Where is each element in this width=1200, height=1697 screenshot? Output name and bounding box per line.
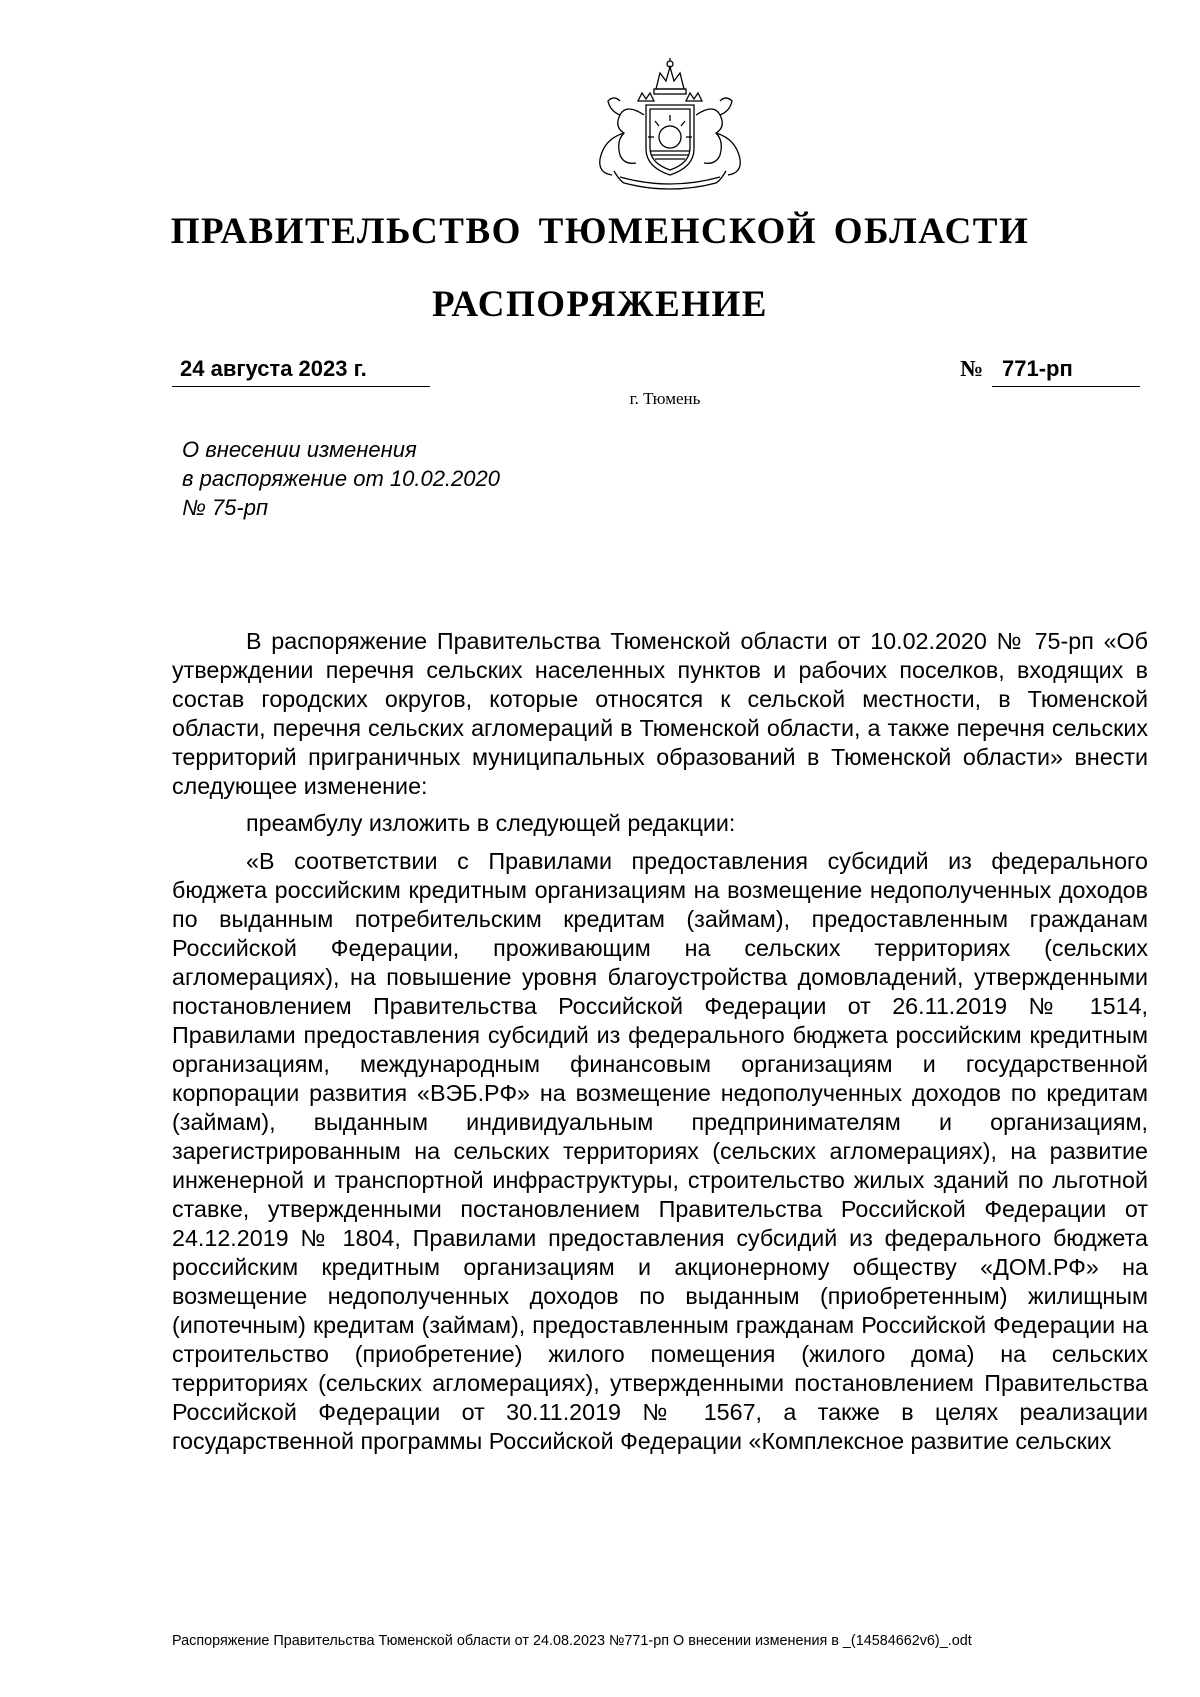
subject-line: № 75-рп [182,495,269,520]
body-paragraph: В распоряжение Правительства Тюменской области от 10.02.2020 № 75-рп «Об утверждении перечня сельских населенных пунктов и рабочих поселков, входящих в состав городских округов, которые относятся к сельской местности, в Тюменской области, перечня сельских агломераций в Тюменской области, а также перечня сельских территорий приграничных муниципальных образований в Тюменской области» внести следующее изменение: [172,628,1148,799]
number-sign: № [960,356,984,381]
body-paragraph: преамбулу изложить в следующей редакции: [246,810,736,836]
issue-city: г. Тюмень [629,389,701,408]
document-date: 24 августа 2023 г. [180,356,367,381]
body-paragraph: «В соответствии с Правилами предоставления субсидий из федерального бюджета российским кредитным организациям на возмещение недополученных доходов по выданным потребительским кредитам (займам), предоставленным гражданам Российской Федерации, проживающим на сельских территориях (сельских агломерациях), на повышение уровня благоустройства домовладений, утвержденными постановлением Правительства Российской Федерации от 26.11.2019 № 1514, Правилами предоставления субсидий из федерального бюджета российским кредитным организациям, международным финансовым организациям и государственной корпорации развития «ВЭБ.РФ» на возмещение недополученных доходов по кредитам (займам), выданным индивидуальным предпринимателям и организациям, зарегистрированным на сельских территориях (сельских агломерациях), на развитие инженерной и транспортной инфраструктуры, строительство жилых зданий по льготной ставке, утвержденными постановлением Правительства Российской Федерации от 24.12.2019 № 1804, Правилами предоставления субсидий из федерального бюджета российским кредитным организациям и акционерному обществу «ДОМ.РФ» на возмещение недополученных доходов по выданным (приобретенным) жилищным (ипотечным) кредитам (займам), предоставленным гражданам Российской Федерации на строительство (приобретение) жилого помещения (жилого дома) на сельских территориях (сельских агломерациях), утвержденными постановлением Правительства Российской Федерации от 30.11.2019 № 1567, а также в целях реализации государственной программы Российской Федерации «Комплексное развитие сельских [172,848,1148,1454]
document-type-heading: РАСПОРЯЖЕНИЕ [431,284,768,325]
number-underline [992,356,1140,387]
document-date-field [172,356,430,387]
document-number: 771-рп [1002,356,1073,381]
document-subject [182,435,500,522]
subject-line: в распоряжение от 10.02.2020 [182,466,500,491]
document-body [172,627,1148,1456]
tyumen-region-coat-of-arms-icon [590,55,750,193]
document-number-field [960,356,1140,386]
organization-title: ПРАВИТЕЛЬСТВО ТЮМЕНСКОЙ ОБЛАСТИ [170,211,1030,252]
page-footer: Распоряжение Правительства Тюменской области от 24.08.2023 №771-рп О внесении изменения в _(14584662v6)_.odt [172,1633,972,1649]
subject-line: О внесении изменения [182,437,417,462]
